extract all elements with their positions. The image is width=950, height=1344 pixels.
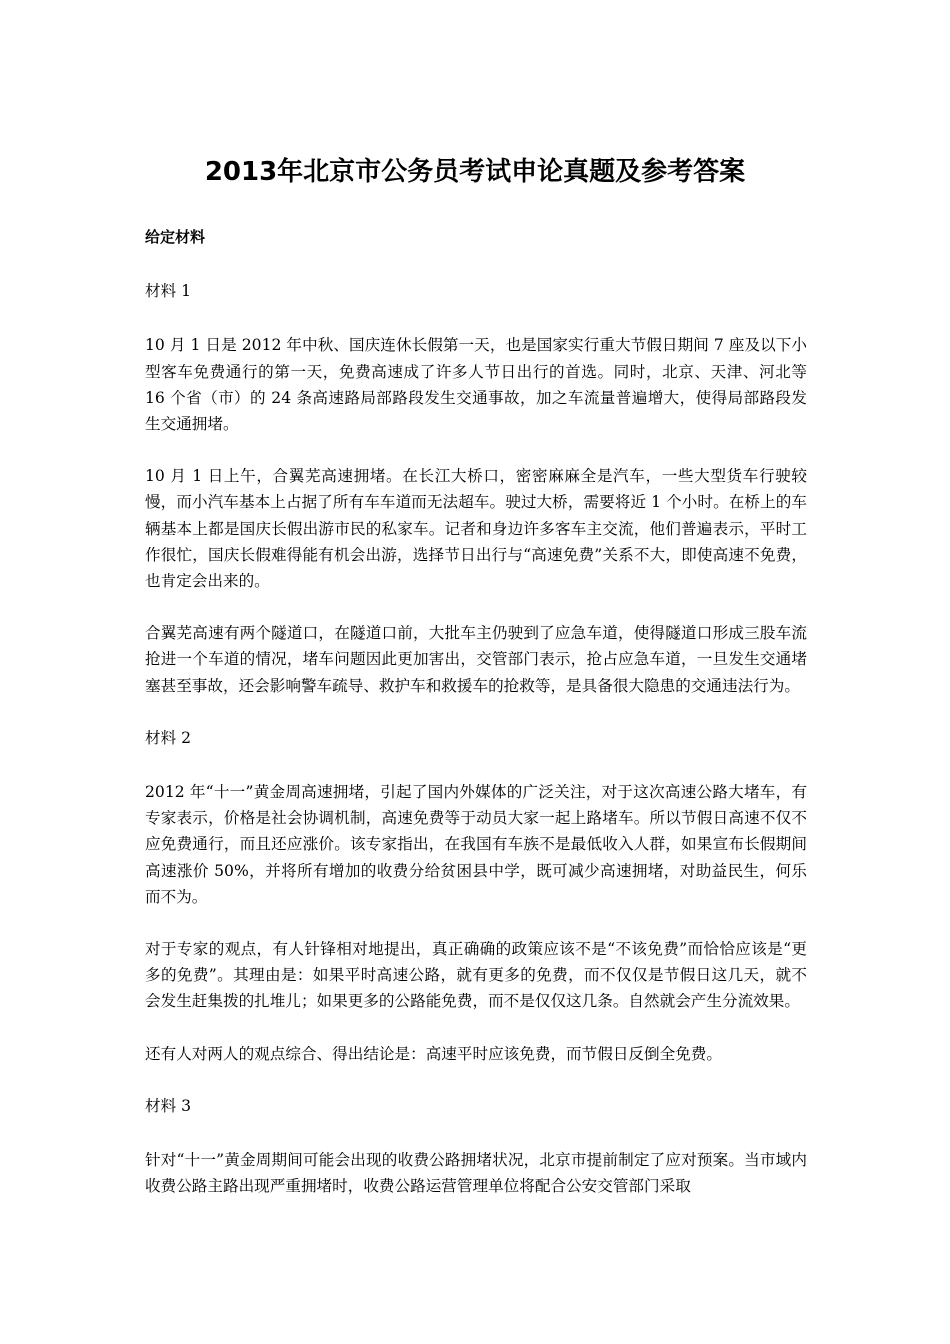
material-label: 材料 1 xyxy=(145,282,192,301)
section-heading: 给定材料 xyxy=(145,228,206,246)
document-body xyxy=(145,224,807,1225)
paragraph: 还有人对两人的观点综合、得出结论是：高速平时应该免费，而节假日反倒全免费。 xyxy=(145,1044,722,1063)
paragraph: 2012 年“十一”黄金周高速拥堵，引起了国内外媒体的广泛关注，对于这次高速公路大堵车，有专家表示，价格是社会协调机制，高速免费等于动员大家一起上路堵车。所以节假日高速不仅不应免费通行，而且还应涨价。该专家指出，在我国有车族不是最低收入人群，如果宣布长假期间高速涨价 50%，并将所有增加的收费分给贫困县中学，既可减少高速拥堵，对助益民生，何乐而不为。 xyxy=(145,783,807,906)
material-label: 材料 3 xyxy=(145,1096,192,1115)
document-title: 2013年北京市公务员考试申论真题及参考答案 xyxy=(204,157,746,187)
paragraph: 对于专家的观点，有人针锋相对地提出，真正确确的政策应该不是“不该免费”而恰恰应该是“更多的免费”。其理由是：如果平时高速公路，就有更多的免费，而不仅仅是节假日这几天，就不会发生赶集拨的扎堆儿；如果更多的公路能免费，而不是仅仅这几条。自然就会产生分流效果。 xyxy=(145,940,807,1011)
paragraph: 针对“十一”黄金周期间可能会出现的收费公路拥堵状况，北京市提前制定了应对预案。当市域内收费公路主路出现严重拥堵时，收费公路运营管理单位将配合公安交管部门采取 xyxy=(145,1151,807,1196)
paragraph: 合翼芜高速有两个隧道口，在隧道口前，大批车主仍驶到了应急车道，使得隧道口形成三股车流抢进一个车道的情况，堵车问题因此更加害出，交管部门表示，抢占应急车道，一旦发生交通堵塞甚至事故，还会影响警车疏导、救护车和救援车的抢救等，是具备很大隐患的交通违法行为。 xyxy=(145,624,807,695)
paragraph: 10 月 1 日上午，合翼芜高速拥堵。在长江大桥口，密密麻麻全是汽车，一些大型货车行驶较慢，而小汽车基本上占据了所有车车道而无法超车。驶过大桥，需要将近 1 个小时。在桥上的车辆基本上都是国庆长假出游市民的私家车。记者和身边许多客车主交流，他们普遍表示，平时工作很忙，国庆长假难得能有机会出游，选择节日出行与“高速免费”关系不大，即使高速不免费，也肯定会出来的。 xyxy=(145,467,807,591)
material-label: 材料 2 xyxy=(145,728,192,747)
paragraph: 10 月 1 日是 2012 年中秋、国庆连休长假第一天，也是国家实行重大节假日期间 7 座及以下小型客车免费通行的第一天，免费高速成了许多人节日出行的首选。同时，北京、天津、河北等 16 个省（市）的 24 条高速路局部路段发生交通事故，加之车流量普遍增大，使得局部路段发生交通拥堵。 xyxy=(145,336,807,434)
